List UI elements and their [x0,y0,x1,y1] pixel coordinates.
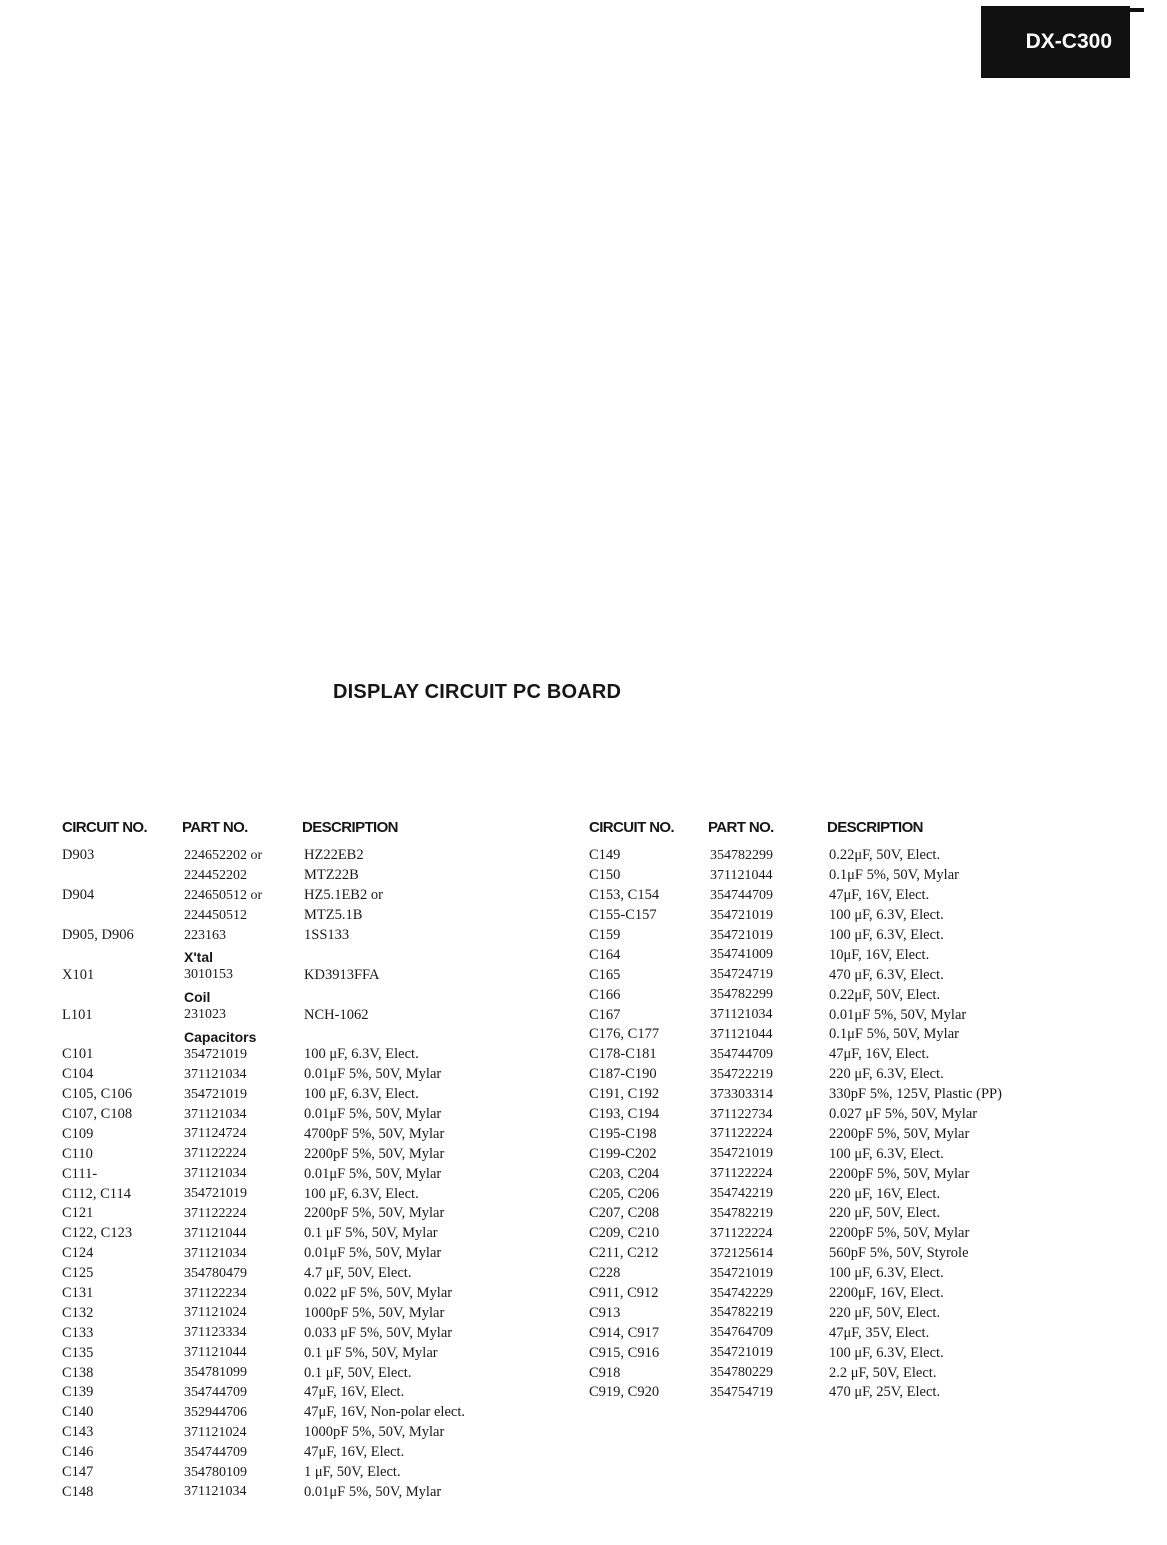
circuit-no-cell: C139 [62,1384,94,1401]
circuit-no-cell: C135 [62,1344,94,1361]
description-cell: 100 μF, 6.3V, Elect. [304,1046,419,1063]
description-cell: KD3913FFA [304,966,380,983]
circuit-no-cell: C199-C202 [589,1145,657,1162]
table-row [62,1144,542,1164]
part-no-cell: 224652202 or [184,847,263,863]
circuit-no-cell: C167 [589,1006,621,1023]
circuit-no-cell: C209, C210 [589,1225,660,1242]
description-cell: 330pF 5%, 125V, Plastic (PP) [829,1086,1002,1103]
model-badge [981,6,1130,78]
circuit-no-cell: C105, C106 [62,1086,133,1103]
circuit-no-cell: D905, D906 [62,927,134,943]
circuit-no-cell: C178-C181 [589,1046,657,1063]
table-row [589,1025,1067,1045]
part-no-cell: 354721019 [710,1265,773,1281]
table-row [62,1224,542,1244]
table-row [62,965,542,985]
part-no-cell: 354722219 [710,1066,773,1082]
description-cell: 0.022 μF 5%, 50V, Mylar [304,1285,453,1302]
circuit-no-cell: C133 [62,1324,94,1341]
part-no-cell: 354744709 [710,887,773,903]
column-headers [62,814,542,840]
part-no-cell: 354780229 [710,1365,773,1381]
circuit-no-cell: C166 [589,986,621,1003]
category-heading: Coil [184,989,211,1006]
part-no-cell: 372125614 [710,1245,773,1261]
description-cell: 0.027 μF 5%, 50V, Mylar [829,1106,978,1123]
table-row [62,1184,542,1204]
part-no-cell: 371121024 [184,1305,247,1321]
circuit-no-cell: C153, C154 [589,887,660,904]
circuit-no-cell: L101 [62,1006,93,1023]
part-no-cell: 224450512 [184,907,247,923]
description-cell: 470 μF, 25V, Elect. [829,1384,941,1401]
part-no-cell: 371121034 [184,1106,247,1122]
description-cell: 100 μF, 6.3V, Elect. [829,907,944,924]
table-row [589,1085,1067,1105]
circuit-no-cell: C919, C920 [589,1384,660,1401]
circuit-no-cell: C140 [62,1404,94,1421]
description-cell: 2200pF 5%, 50V, Mylar [829,1225,970,1242]
part-no-cell: 354721019 [184,1046,247,1062]
section-title: DISPLAY CIRCUIT PC BOARD [333,681,622,703]
description-cell: 220 μF, 50V, Elect. [829,1205,941,1222]
circuit-no-cell: X101 [62,966,95,983]
table-row [62,1204,542,1224]
description-cell: 220 μF, 6.3V, Elect. [829,1066,944,1083]
part-no-cell: 354780109 [184,1464,247,1480]
part-no-cell: 371121024 [184,1424,247,1440]
table-row [62,1483,542,1503]
part-no-cell: 354721019 [184,1086,247,1102]
circuit-no-cell: C122, C123 [62,1225,133,1242]
part-no-cell: 354742219 [710,1186,773,1202]
part-no-cell: 354724719 [710,967,773,983]
part-no-cell: 371122734 [710,1106,773,1122]
table-row [589,1124,1067,1144]
part-no-cell: 371122224 [710,1126,773,1142]
table-row [62,1463,542,1483]
table-row [589,945,1067,965]
table-row [589,1204,1067,1224]
description-cell: 100 μF, 6.3V, Elect. [829,927,944,943]
circuit-no-cell: C112, C114 [62,1185,132,1202]
description-cell: 0.1μF 5%, 50V, Mylar [829,1026,959,1043]
part-no-cell: 371122224 [710,1225,773,1241]
circuit-no-cell: C203, C204 [589,1165,660,1182]
table-row [589,846,1067,866]
table-row [589,866,1067,886]
description-cell: HZ5.1EB2 or [304,887,383,904]
part-no-cell: 371122224 [710,1166,773,1182]
description-cell: 2200μF, 16V, Elect. [829,1285,944,1302]
circuit-no-cell: C913 [589,1304,621,1321]
description-cell: 0.22μF, 50V, Elect. [829,986,941,1003]
table-row [589,1383,1067,1403]
part-no-cell: 371123334 [184,1325,247,1341]
table-row [62,1164,542,1184]
description-cell: HZ22EB2 [304,847,364,864]
part-no-cell: 371122224 [184,1146,247,1162]
table-row [62,1085,542,1105]
part-no-cell: 354721019 [710,1345,773,1361]
part-no-cell: 354782299 [710,987,773,1003]
table-row [62,926,542,946]
part-no-cell: 354721019 [184,1186,247,1202]
description-cell: NCH-1062 [304,1006,369,1023]
description-cell: 10μF, 16V, Elect. [829,946,930,963]
part-no-cell: 354721019 [710,927,773,943]
description-cell: 100 μF, 6.3V, Elect. [304,1185,419,1202]
circuit-no-cell: C165 [589,966,621,983]
table-row [589,926,1067,946]
table-row [589,1105,1067,1125]
table-row [589,906,1067,926]
table-row [589,1323,1067,1343]
circuit-no-cell: C176, C177 [589,1026,660,1043]
circuit-no-cell: C143 [62,1424,94,1441]
description-cell: 220 μF, 16V, Elect. [829,1185,941,1202]
circuit-no-cell: C149 [589,847,621,864]
table-row [589,965,1067,985]
description-cell: 47μF, 16V, Elect. [829,887,930,904]
part-no-cell: 371121034 [184,1166,247,1182]
header-description: DESCRIPTION [302,818,398,836]
description-cell: 0.1 μF 5%, 50V, Mylar [304,1344,438,1361]
description-cell: 100 μF, 6.3V, Elect. [304,1086,419,1103]
part-no-cell: 231023 [184,1007,226,1023]
table-row [62,886,542,906]
table-row [62,1105,542,1125]
description-cell: 0.033 μF 5%, 50V, Mylar [304,1324,453,1341]
part-no-cell: 354721019 [710,1146,773,1162]
description-cell: 4.7 μF, 50V, Elect. [304,1265,412,1282]
description-cell: 100 μF, 6.3V, Elect. [829,1265,944,1282]
description-cell: 100 μF, 6.3V, Elect. [829,1145,944,1162]
circuit-no-cell: C191, C192 [589,1086,660,1103]
circuit-no-cell: C159 [589,927,621,943]
part-no-cell: 371122224 [184,1205,247,1221]
header-part-no: PART NO. [182,818,248,836]
table-row [62,1005,542,1025]
parts-rows [62,846,542,1502]
part-no-cell: 224650512 or [184,887,263,903]
table-row [589,1065,1067,1085]
description-cell: 0.01μF 5%, 50V, Mylar [304,1165,442,1182]
table-row [589,1244,1067,1264]
table-row [62,1065,542,1085]
description-cell: MTZ5.1B [304,907,363,924]
circuit-no-cell: C132 [62,1304,94,1321]
part-no-cell: 354744709 [184,1384,247,1400]
table-row [62,906,542,926]
description-cell: 0.01μF 5%, 50V, Mylar [304,1483,442,1500]
description-cell: 0.1μF 5%, 50V, Mylar [829,867,959,884]
table-row [62,846,542,866]
part-no-cell: 223163 [184,927,226,943]
part-no-cell: 354744709 [184,1444,247,1460]
table-row [62,1343,542,1363]
table-row [62,1323,542,1343]
table-row [589,1184,1067,1204]
circuit-no-cell: C915, C916 [589,1344,660,1361]
circuit-no-cell: D904 [62,887,95,904]
part-no-cell: 354782219 [710,1205,773,1221]
part-no-cell: 354782219 [710,1305,773,1321]
part-no-cell: 354764709 [710,1325,773,1341]
description-cell: 4700pF 5%, 50V, Mylar [304,1125,445,1142]
category-heading: Capacitors [184,1028,257,1045]
description-cell: 1SS133 [304,927,350,943]
part-no-cell: 354781099 [184,1365,247,1381]
description-cell: 0.01μF 5%, 50V, Mylar [304,1106,442,1123]
circuit-no-cell: C207, C208 [589,1205,660,1222]
table-row [62,1363,542,1383]
part-no-cell: 371121044 [184,1345,247,1361]
circuit-no-cell: C148 [62,1483,94,1500]
description-cell: 0.1 μF, 50V, Elect. [304,1364,412,1381]
circuit-no-cell: C228 [589,1265,621,1282]
header-description: DESCRIPTION [827,818,923,836]
circuit-no-cell: C211, C212 [589,1245,659,1262]
badge-tab-decoration [1128,8,1144,12]
description-cell: 47μF, 16V, Non-polar elect. [304,1404,465,1421]
part-no-cell: 354782299 [710,847,773,863]
circuit-no-cell: C111- [62,1165,98,1182]
description-cell: 2200pF 5%, 50V, Mylar [829,1125,970,1142]
description-cell: 47μF, 35V, Elect. [829,1324,930,1341]
part-no-cell: 371124724 [184,1126,247,1142]
description-cell: 0.1 μF 5%, 50V, Mylar [304,1225,438,1242]
part-no-cell: 371122234 [184,1285,247,1301]
table-row [62,1045,542,1065]
table-row [62,1124,542,1144]
part-no-cell: 371121044 [710,1026,773,1042]
table-row [62,1244,542,1264]
part-no-cell: 354721019 [710,907,773,923]
category-heading: X'tal [184,949,214,966]
table-row [62,1284,542,1304]
table-row [62,1423,542,1443]
description-cell: 0.01μF 5%, 50V, Mylar [829,1006,967,1023]
part-no-cell: 371121034 [184,1484,247,1500]
circuit-no-cell: C195-C198 [589,1125,657,1142]
table-row [62,1264,542,1284]
circuit-no-cell: D903 [62,847,95,864]
circuit-no-cell: C187-C190 [589,1066,657,1083]
table-row [589,1005,1067,1025]
description-cell: 100 μF, 6.3V, Elect. [829,1344,944,1361]
table-row [589,985,1067,1005]
circuit-no-cell: C110 [62,1145,93,1162]
table-row [589,1303,1067,1323]
part-no-cell: 354742229 [710,1285,773,1301]
circuit-no-cell: C138 [62,1364,94,1381]
circuit-no-cell: C125 [62,1265,94,1282]
table-row [62,1383,542,1403]
table-row [589,886,1067,906]
description-cell: 2200pF 5%, 50V, Mylar [304,1205,445,1222]
circuit-no-cell: C101 [62,1046,94,1063]
circuit-no-cell: C918 [589,1364,621,1381]
parts-rows [589,846,1067,1403]
part-no-cell: 3010153 [184,967,233,983]
header-circuit-no: CIRCUIT NO. [62,818,148,836]
circuit-no-cell: C911, C912 [589,1285,659,1302]
table-row [62,1403,542,1423]
table-row [589,1284,1067,1304]
table-row [62,866,542,886]
table-row [589,1363,1067,1383]
part-no-cell: 352944706 [184,1404,247,1420]
description-cell: 1000pF 5%, 50V, Mylar [304,1304,445,1321]
circuit-no-cell: C107, C108 [62,1106,133,1123]
description-cell: 47μF, 16V, Elect. [304,1444,405,1461]
circuit-no-cell: C147 [62,1464,94,1481]
description-cell: 220 μF, 50V, Elect. [829,1304,941,1321]
description-cell: 2200pF 5%, 50V, Mylar [829,1165,970,1182]
table-row [589,1224,1067,1244]
circuit-no-cell: C205, C206 [589,1185,660,1202]
circuit-no-cell: C150 [589,867,621,884]
circuit-no-cell: C164 [589,946,621,963]
description-cell: 2.2 μF, 50V, Elect. [829,1364,937,1381]
header-circuit-no: CIRCUIT NO. [589,818,675,836]
circuit-no-cell: C121 [62,1205,94,1222]
description-cell: 0.01μF 5%, 50V, Mylar [304,1245,442,1262]
table-row [589,1264,1067,1284]
circuit-no-cell: C155-C157 [589,907,657,924]
part-no-cell: 371121034 [710,1007,773,1023]
part-no-cell: 354744709 [710,1046,773,1062]
description-cell: 2200pF 5%, 50V, Mylar [304,1145,445,1162]
description-cell: MTZ22B [304,867,359,884]
part-no-cell: 354741009 [710,947,773,963]
description-cell: 0.01μF 5%, 50V, Mylar [304,1066,442,1083]
parts-list-right [589,814,1067,1403]
description-cell: 1000pF 5%, 50V, Mylar [304,1424,445,1441]
description-cell: 47μF, 16V, Elect. [304,1384,405,1401]
part-no-cell: 371121044 [184,1225,247,1241]
table-row [589,1045,1067,1065]
column-headers [589,814,1067,840]
parts-list-left [62,814,542,1502]
table-row [62,1443,542,1463]
circuit-no-cell: C109 [62,1125,94,1142]
part-no-cell: 371121034 [184,1245,247,1261]
table-row [589,1343,1067,1363]
part-no-cell: 354754719 [710,1384,773,1400]
model-label: DX-C300 [1025,30,1112,53]
part-no-cell: 224452202 [184,867,247,883]
part-no-cell: 373303314 [710,1086,773,1102]
circuit-no-cell: C914, C917 [589,1324,660,1341]
circuit-no-cell: C146 [62,1444,94,1461]
part-no-cell: 371121034 [184,1066,247,1082]
table-row [589,1144,1067,1164]
circuit-no-cell: C193, C194 [589,1106,660,1123]
description-cell: 0.22μF, 50V, Elect. [829,847,941,864]
circuit-no-cell: C124 [62,1245,94,1262]
description-cell: 47μF, 16V, Elect. [829,1046,930,1063]
description-cell: 470 μF, 6.3V, Elect. [829,966,944,983]
table-row [62,1303,542,1323]
part-no-cell: 354780479 [184,1265,247,1281]
circuit-no-cell: C104 [62,1066,94,1083]
circuit-no-cell: C131 [62,1285,94,1302]
table-row [589,1164,1067,1184]
description-cell: 1 μF, 50V, Elect. [304,1464,401,1481]
description-cell: 560pF 5%, 50V, Styrole [829,1245,969,1262]
header-part-no: PART NO. [708,818,774,836]
part-no-cell: 371121044 [710,867,773,883]
